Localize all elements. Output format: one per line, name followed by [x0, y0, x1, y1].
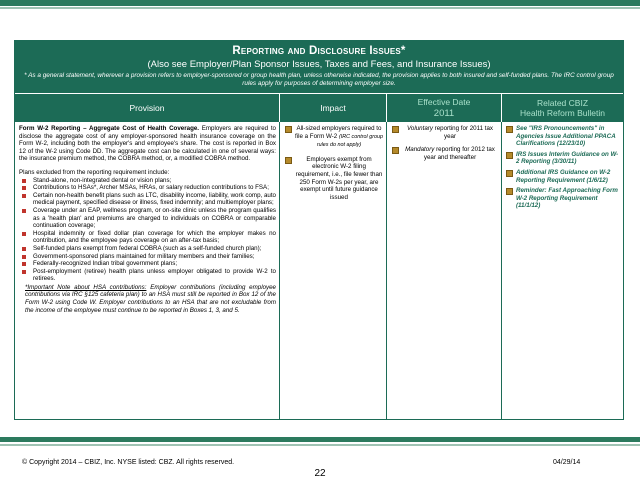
- provision-cell: [19, 125, 276, 314]
- effective-item: [392, 125, 498, 140]
- impact-item: [285, 125, 383, 150]
- top-accent-bar: [0, 0, 640, 6]
- list-item: Hospital indemnity or fixed dollar plan coverage for which the employer makes no contribution, and the employee pays coverage on an after-tax basis;: [33, 229, 276, 245]
- impact-cell: [285, 125, 383, 207]
- column-divider: [386, 122, 387, 420]
- list-item: Contributions to HSAs*, Archer MSAs, HRAs, or salary reduction contributions to FSA;: [33, 184, 276, 192]
- column-label-related-line2: Health Reform Bulletin: [519, 108, 606, 118]
- impact-item-text: Employers exempt from electronic W-2 filing requirement, i.e., file fewer than 250 Form W-2s per year, are exempt until future guidance issued: [295, 155, 383, 201]
- column-header-impact: [280, 94, 386, 122]
- list-item: Post-employment (retiree) health plans unless employer obligated to provide W-2 to retirees.: [33, 267, 276, 283]
- related-bulletin-cell: [506, 125, 620, 213]
- column-label-provision: Provision: [129, 103, 165, 113]
- column-divider: [279, 122, 280, 420]
- excluded-plans-list: [19, 177, 276, 283]
- column-divider: [501, 122, 502, 420]
- table-header: [15, 41, 623, 93]
- footer-date: 04/29/14: [553, 459, 581, 466]
- effective-item-emphasis: Voluntary: [407, 125, 433, 132]
- provision-body: Employers are required to disclose the aggregate cost of any employer-sponsored health insurance coverage on the Form W-2, including both the employer's and employee's share. The cost is reported in Box 12 of the W-2 using Code DD. The aggregate cost can be calculated in one of several ways: the insurance premium method, the COBRA method, or, a modified COBRA method.: [19, 125, 276, 163]
- effective-item: [392, 146, 498, 161]
- content-table: [14, 40, 624, 420]
- excluded-plans-title: Plans excluded from the reporting requirement include:: [19, 168, 170, 176]
- related-bulletin-link[interactable]: Reminder: Fast Approaching Form W-2 Reporting Requirement (11/1/12): [506, 187, 620, 210]
- provision-title: Form W-2 Reporting – Aggregate Cost of Health Coverage.: [19, 125, 200, 132]
- column-label-effective-year: 2011: [433, 108, 455, 119]
- effective-date-cell: [392, 125, 498, 167]
- effective-item-emphasis: Mandatory: [405, 146, 435, 154]
- effective-item-text: reporting for 2012 tax year and thereafter: [423, 146, 495, 161]
- column-label-effective-date: Effective Date: [417, 97, 471, 107]
- copyright-text: © Copyright 2014 – CBIZ, Inc. NYSE listed: CBZ. All rights reserved.: [22, 459, 235, 466]
- related-bulletin-link[interactable]: See "IRS Pronouncements" in Agencies Issue Additional PPACA Clarifications (12/23/10): [506, 125, 620, 148]
- related-bulletin-link[interactable]: IRS Issues Interim Guidance on W-2 Reporting (3/30/11): [506, 151, 620, 166]
- page-title: Reporting and Disclosure Issues*: [232, 45, 406, 57]
- column-label-impact: Impact: [320, 103, 346, 113]
- provision-paragraph: [19, 125, 276, 163]
- impact-item: [285, 156, 383, 202]
- impact-item-text: All-sized employers required to file a Form W-2: [295, 125, 382, 140]
- column-header-effective-date: [387, 94, 501, 122]
- page-number: 22: [314, 468, 326, 479]
- top-accent-line: [0, 7, 640, 9]
- hsa-note: [19, 284, 276, 314]
- effective-item-text: reporting for 2011 tax year: [432, 125, 493, 140]
- list-item: Stand-alone, non-integrated dental or vision plans;: [33, 177, 276, 185]
- impact-item-note: (IRC control group rules do not apply): [316, 133, 383, 149]
- column-label-related-line1: Related CBIZ: [536, 98, 589, 108]
- list-item: Coverage under an EAP, wellness program, or on-site clinic unless the program qualifies as a 'health plan' and premiums are charged to individuals on COBRA or comparable continuation coverage;: [33, 206, 276, 230]
- bottom-accent-line: [0, 444, 640, 446]
- column-header-provision: [15, 94, 279, 122]
- hsa-note-label: *Important Note about HSA contributions:: [25, 283, 147, 291]
- header-note: * As a general statement, wherever a provision refers to employer-sponsored or group health plan, unless otherwise indicated, the provision applies to both insured and self-funded plans. The IRC control group rules apply for purposes of determining employer size.: [24, 72, 614, 88]
- list-item: Certain non-health benefit plans such as LTC, disability income, liability, work comp, auto medical payment, specified disease or illness, fixed indemnity; and multiemployer plans;: [33, 191, 276, 207]
- bottom-accent-bar: [0, 437, 640, 442]
- column-header-related-bulletin: [502, 94, 623, 122]
- list-item: Self-funded plans exempt from federal COBRA (such as a self-funded church plan);: [33, 245, 276, 253]
- list-item: Federally-recognized Indian tribal government plans;: [33, 260, 276, 268]
- page-subtitle: (Also see Employer/Plan Sponsor Issues, Taxes and Fees, and Insurance Issues): [147, 59, 491, 70]
- hsa-note-body: Employer contributions (including employee contributions via IRC §125 cafeteria plan) to an HSA must still be reported in Box 12 of the Form W-2 using Code W. Employer contributions to an HSA that are not excludable from the income of the employee must continue to be reported in Boxes 1, 3, and 5.: [25, 283, 276, 314]
- list-item: Government-sponsored plans maintained for military members and their families;: [33, 253, 276, 261]
- related-bulletin-link[interactable]: Additional IRS Guidance on W-2 Reporting Requirement (1/6/12): [506, 169, 620, 184]
